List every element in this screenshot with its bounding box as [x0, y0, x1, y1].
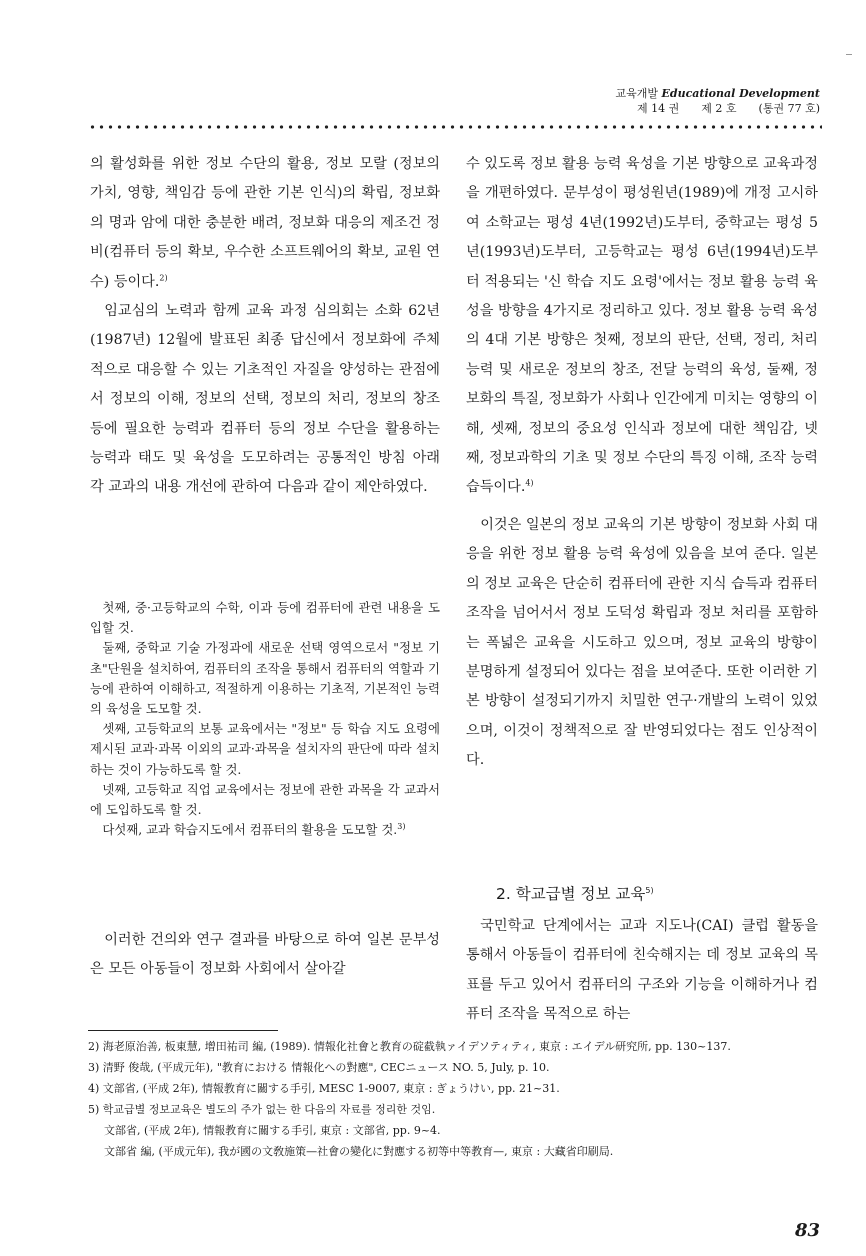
proposal-item-5 [90, 820, 440, 840]
footnote-5: 5) 학교급별 정보교육은 별도의 주가 없는 한 다음의 자료를 정리한 것임. [88, 1103, 436, 1116]
footnote-ref-3: 3) [397, 822, 406, 832]
proposal-item-1: 첫째, 중·고등학교의 수학, 이과 등에 컴퓨터에 관련 내용을 도입할 것. [90, 600, 440, 636]
section-heading [496, 882, 654, 904]
footnote-ref-5: 5) [645, 885, 654, 895]
margin-mark [846, 54, 852, 55]
left-column [90, 150, 440, 503]
footnote-ref-2: 2) [159, 272, 168, 282]
section-body [466, 912, 818, 1030]
footnote-3: 3) 清野 俊哉, (平成元年), "教育における 情報化への對應", CECニュース NO. 5, July, p. 10. [88, 1061, 550, 1074]
right-paragraph-2: 이것은 일본의 정보 교육의 기본 방향이 정보화 사회 대응을 위한 정보 활용 능력 육성에 있음을 보여 준다. 일본의 정보 교육은 단순히 컴퓨터에 관한 지식 습득과 컴퓨터 조작을 넘어서서 정보 도덕성 확립과 정보 처리를 포함하는 폭넓은 교육을 시도하고 있으며, 정보 교육의 방향이 분명하게 설정되어 있다는 점을 보여준다. 또한 이러한 기본 방향이 설정되기까지 치밀한 연구·개발의 노력이 있었으며, 이것이 정책적으로 잘 반영되었다는 점도 인상적이다. [466, 516, 818, 769]
left-closing-paragraph: 이러한 건의와 연구 결과를 바탕으로 하여 일본 문부성은 모든 아동들이 정보화 사회에서 살아갈 [90, 932, 440, 978]
footnote-5-source-b: 文部省 編, (平成元年), 我が國の文敎施策—社會の變化に對應する初等中等教育—, 東京 : 大藏省印刷局. [104, 1145, 614, 1158]
left-paragraph-2: 임교심의 노력과 함께 교육 과정 심의회는 소화 62년(1987년) 12월에 발표된 최종 답신에서 정보화에 주체적으로 대응할 수 있는 기초적인 자질을 양성하는 관점에서 정보의 이해, 정보의 선택, 정보의 처리, 정보의 창조 등에 필요한 능력과 컴퓨터 등의 정보 수단을 활용하는 능력과 태도 및 육성을 도모하려는 공통적인 방침 아래 각 교과의 내용 개선에 관하여 다음과 같이 제안하였다. [90, 303, 440, 496]
footnote-5-source-a: 文部省, (平成 2年), 情報教育に關する手引, 東京 : 文部省, pp. 9~4. [104, 1124, 441, 1137]
number-label: 제 2 호 [701, 102, 737, 115]
header-dotted-rule [88, 124, 822, 130]
proposal-item-2: 둘째, 중학교 기술 가정과에 새로운 선택 영역으로서 "정보 기초"단원을 설치하여, 컴퓨터의 조작을 통해서 컴퓨터의 역할과 기능에 관하여 이해하고, 적절하게 이용하는 기초적, 기본적인 능력의 육성을 도모할 것. [90, 640, 440, 717]
section-heading-text: 2. 학교급별 정보 교육 [496, 885, 646, 903]
left-paragraph-1 [90, 150, 440, 297]
proposal-item-3: 셋째, 고등학교의 보통 교육에서는 "정보" 등 학습 지도 요령에 제시된 교과·과목 이외의 교과·과목을 설치자의 판단에 따라 설치하는 것이 가능하도록 할 것. [90, 721, 440, 777]
proposal-list [90, 598, 440, 840]
journal-title [590, 86, 820, 101]
footnotes [88, 1036, 828, 1162]
right-column [466, 150, 818, 776]
right-paragraph-1-text: 수 있도록 정보 활용 능력 육성을 기본 방향으로 교육과정을 개편하였다. 문부성이 평성원년(1989)에 개정 고시하여 소학교는 평성 4년(1992년)도부터, 중학교는 평성 5년(1993년)도부터, 고등학교는 평성 6년(1994년)도부터 적용되는 '신 학습 지도 요령'에서는 정보 활용 능력 육성을 방향을 4가지로 정리하고 있다. 정보 활용 능력 육성의 4대 기본 방향은 첫째, 정보의 판단, 선택, 정리, 처리 능력 및 새로운 정보의 창조, 전달 능력의 육성, 둘째, 정보화의 특질, 정보화가 사회나 인간에게 미치는 영향의 이해, 셋째, 정보의 중요성 인식과 정보에 대한 책임감, 넷째, 정보과학의 기초 및 정보 수단의 특징 이해, 조작 능력 습득이다. [466, 156, 818, 496]
issue-info [590, 101, 820, 116]
footnote-rule [88, 1030, 278, 1031]
proposal-item-4: 넷째, 고등학교 직업 교육에서는 정보에 관한 과목을 각 교과서에 도입하도록 할 것. [90, 781, 440, 818]
volume-label: 제 14 권 [637, 102, 680, 115]
footnote-4: 4) 文部省, (平成 2年), 情報教育に關する手引, MESC 1-9007, 東京 : ぎょうけい, pp. 21~31. [88, 1082, 560, 1095]
page-number: 83 [794, 1220, 820, 1241]
footnote-2: 2) 海老原治善, 板東慧, 增田祐司 編, (1989). 情報化社會と教育の碇截執ァイデソティティ, 東京 : エイデル研究所, pp. 130~137. [88, 1040, 731, 1053]
running-header [590, 86, 820, 116]
cumulative-label: (통권 77 호) [758, 102, 820, 115]
left-closing [90, 926, 440, 985]
right-paragraph-1 [466, 150, 818, 503]
proposal-item-5-text: 다섯째, 교과 학습지도에서 컴퓨터의 활용을 도모할 것. [102, 822, 398, 838]
journal-title-korean: 교육개발 [615, 87, 659, 100]
footnote-ref-4: 4) [525, 478, 534, 488]
journal-title-english: Educational Development [661, 87, 820, 100]
section-paragraph-1: 국민학교 단계에서는 교과 지도나(CAI) 클럽 활동을 통해서 아동들이 컴퓨터에 친숙해지는 데 정보 교육의 목표를 두고 있어서 컴퓨터의 구조와 기능을 이해하거나 컴퓨터 조작을 목적으로 하는 [466, 918, 818, 1023]
left-paragraph-1-text: 의 활성화를 위한 정보 수단의 활용, 정보 모랄 (정보의 가치, 영향, 책임감 등에 관한 기본 인식)의 확립, 정보화의 명과 암에 대한 충분한 배려, 정보화 대응의 제조건 정비(컴퓨터 등의 확보, 우수한 소프트웨어의 확보, 교원 연수) 등이다. [90, 156, 440, 290]
